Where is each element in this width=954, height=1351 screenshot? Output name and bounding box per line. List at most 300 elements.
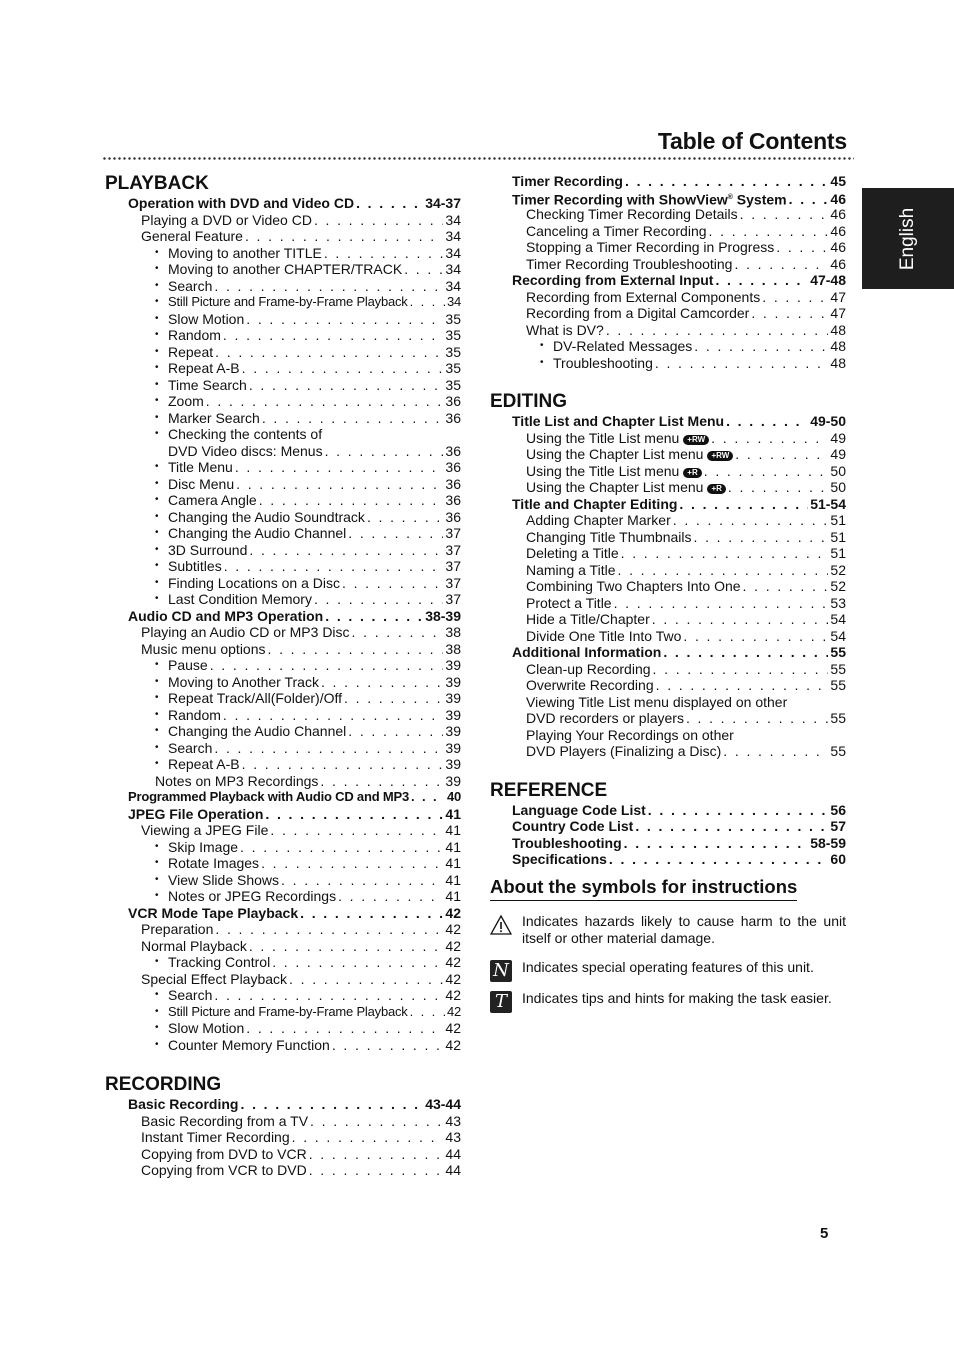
dot-leader	[249, 542, 443, 559]
entry-title-text: Basic Recording from a TV	[141, 1112, 309, 1129]
symbol-text-note: Indicates special operating features of this unit.	[522, 958, 814, 975]
entry-title-text: DV-Related Messages	[553, 338, 693, 354]
entry-page-number: 42	[445, 954, 461, 970]
entry-title	[141, 1129, 290, 1146]
entry-title	[128, 905, 298, 922]
entry-page-number: 55	[830, 710, 846, 726]
entry-title-text: Counter Memory Function	[168, 1036, 330, 1053]
entry-page-number: 39	[445, 739, 461, 756]
entry-page-number: 42	[446, 1003, 461, 1019]
dot-leader	[249, 938, 444, 955]
entry-title-text: Title Menu	[168, 459, 233, 475]
dot-leader	[709, 223, 829, 240]
playback-entry	[105, 426, 461, 443]
entry-title-text: Repeat A-B	[168, 360, 240, 376]
entry-title-text: Moving to another CHAPTER/TRACK	[168, 261, 403, 277]
playback-entry	[105, 740, 461, 757]
entry-title	[553, 355, 653, 372]
dot-leader	[635, 818, 828, 835]
reference-entry	[490, 835, 846, 852]
entry-title	[526, 479, 726, 496]
entry-page-number: 41	[445, 838, 461, 855]
entry-title	[141, 1162, 307, 1179]
entry-title	[168, 393, 204, 410]
dot-leader	[704, 463, 829, 480]
entry-page-number: 50	[830, 462, 846, 479]
entry-page-number: 38-39	[425, 607, 461, 624]
entry-title	[168, 756, 240, 773]
entry-title	[526, 463, 702, 480]
reference-entry	[490, 802, 846, 819]
entry-page-number: 39	[445, 673, 461, 690]
entry-title-text: DVD Video discs: Menus	[168, 442, 323, 459]
warning-triangle-icon	[490, 914, 512, 936]
dot-leader	[606, 322, 829, 339]
entry-title	[168, 410, 260, 427]
entry-title	[141, 938, 247, 955]
entry-page-number: 52	[830, 578, 846, 594]
entry-title	[168, 261, 402, 278]
symbol-text-tip: Indicates tips and hints for making the task easier.	[522, 989, 832, 1006]
dot-leader	[261, 855, 443, 872]
entry-title-text: Finding Locations on a Disc	[168, 574, 340, 591]
entry-page-number: 51	[830, 512, 846, 528]
entry-title	[526, 661, 651, 678]
section-heading-editing: EDITING	[490, 391, 568, 412]
dot-leader	[314, 591, 443, 608]
entry-title	[168, 855, 259, 872]
entry-page-number: 43	[445, 1112, 461, 1129]
entry-title-text: Repeat Track/All(Folder)/Off	[168, 690, 343, 706]
entry-page-number: 39	[445, 657, 461, 673]
entry-title	[526, 545, 619, 562]
dot-leader	[617, 562, 828, 579]
entry-title	[128, 1096, 238, 1113]
entry-title-text: DVD recorders or players	[526, 710, 684, 726]
entry-title-text: Audio CD and MP3 Operation	[128, 607, 324, 624]
playback-entry	[105, 872, 461, 889]
editing-entry	[490, 595, 846, 612]
playback-entry	[105, 393, 461, 410]
editing-entry	[490, 512, 846, 529]
entry-title-text: General Feature	[141, 228, 243, 244]
entry-page-number: 39	[445, 756, 461, 772]
entry-page-number: 39	[445, 690, 461, 706]
entry-page-number: 55	[830, 660, 846, 677]
dot-leader	[652, 611, 829, 628]
dot-leader	[728, 479, 829, 496]
entry-page-number: 55	[830, 743, 846, 759]
note-n-icon: N	[490, 960, 512, 982]
entry-title	[168, 1004, 408, 1021]
entry-page-number: 36	[445, 393, 461, 409]
playback-entry	[105, 360, 461, 377]
playback-entry	[105, 624, 461, 641]
entry-title	[168, 707, 221, 724]
entry-title-text: 3D Surround	[168, 541, 248, 558]
entry-page-number: 46	[830, 191, 846, 208]
entry-page-number: 36	[445, 442, 461, 459]
entry-title	[526, 446, 733, 463]
entry-title-text: Using the Title List menu	[526, 462, 680, 479]
entry-title-text: Viewing Title List menu displayed on other	[526, 693, 788, 710]
entry-page-number: 39	[445, 772, 461, 789]
entry-title-text: Preparation	[141, 921, 214, 937]
entry-title-text: Hide a Title/Chapter	[526, 611, 650, 627]
playback-entry	[105, 558, 461, 575]
editing-entry	[490, 430, 846, 447]
entry-title-text: Music menu options	[141, 640, 266, 657]
entry-title	[128, 608, 323, 625]
dot-leader	[735, 446, 828, 463]
dot-leader	[246, 1020, 443, 1037]
entry-page-number: 47-48	[810, 272, 846, 288]
dot-leader	[246, 311, 443, 328]
dot-leader	[715, 272, 808, 289]
entry-title	[168, 344, 213, 361]
recording-entry	[105, 1113, 461, 1130]
dot-leader	[367, 509, 443, 526]
dot-leader	[762, 289, 828, 306]
playback-entry	[105, 888, 461, 905]
entry-page-number: 43	[445, 1129, 461, 1145]
editing-entry	[490, 628, 846, 645]
entry-title	[526, 529, 692, 546]
entry-title-text: Search	[168, 987, 213, 1003]
dot-leader	[338, 888, 443, 905]
editing-entry	[490, 644, 846, 661]
editing-entry	[490, 463, 846, 480]
playback-entry	[105, 311, 461, 328]
dot-leader	[320, 773, 443, 790]
recording-entry	[105, 1146, 461, 1163]
recording-entry	[105, 1096, 461, 1113]
entry-title-text: Naming a Title	[526, 561, 616, 578]
dot-leader	[776, 239, 828, 256]
entry-title-text: Skip Image	[168, 838, 239, 855]
recording-entry	[105, 1162, 461, 1179]
entry-title	[553, 338, 692, 355]
editing-entry	[490, 446, 846, 463]
entry-page-number: 49-50	[810, 413, 846, 429]
entry-title	[168, 558, 222, 575]
dot-leader	[310, 1113, 443, 1130]
entry-title	[168, 987, 212, 1004]
playback-entry	[105, 492, 461, 509]
dot-leader	[249, 377, 444, 394]
entry-title	[128, 806, 263, 823]
entry-title-text: Copying from VCR to DVD	[141, 1162, 307, 1178]
entry-page-number: 60	[830, 851, 846, 867]
dot-leader	[309, 1162, 444, 1179]
dot-leader	[342, 575, 443, 592]
entry-page-number: 47	[830, 288, 846, 305]
playback-entry	[105, 1020, 461, 1037]
reference-entries	[490, 802, 846, 868]
dot-leader	[694, 338, 828, 355]
dot-leader	[686, 710, 828, 727]
entry-title	[168, 690, 342, 707]
symbol-row-tip	[490, 989, 846, 1012]
entry-title-text: Stopping a Timer Recording in Progress	[526, 239, 775, 255]
entry-title	[526, 305, 749, 322]
editing-entry	[490, 529, 846, 546]
entry-title	[141, 624, 350, 641]
dot-leader	[242, 360, 444, 377]
dot-leader	[324, 245, 444, 262]
entry-title-text: Notes or JPEG Recordings	[168, 888, 337, 904]
entry-page-number: 34	[445, 211, 461, 228]
dot-leader	[673, 512, 829, 529]
entry-title	[526, 595, 612, 612]
entry-page-number: 42	[445, 1020, 461, 1036]
timer-entry	[490, 338, 846, 355]
editing-entry	[490, 562, 846, 579]
playback-entry	[105, 789, 461, 806]
dot-leader	[325, 608, 423, 625]
entry-page-number: 39	[445, 723, 461, 739]
entry-page-number: 49	[830, 446, 846, 462]
entry-page-number: 35	[445, 310, 461, 327]
entry-title-text: Additional Information	[512, 644, 662, 660]
entry-title	[168, 327, 221, 344]
disc-type-badge: +RW	[683, 435, 709, 445]
playback-entry	[105, 723, 461, 740]
entry-title-text: Random	[168, 327, 221, 343]
entry-page-number: 39	[445, 706, 461, 723]
entry-page-number: 41	[445, 855, 461, 871]
entry-title	[168, 839, 238, 856]
playback-entries	[105, 195, 461, 1053]
playback-entry	[105, 773, 461, 790]
dot-leader	[206, 393, 444, 410]
entry-title-text: Timer Recording with ShowView	[512, 191, 728, 208]
playback-entry	[105, 1037, 461, 1054]
entry-page-number: 48	[830, 321, 846, 338]
entry-title-text: Repeat	[168, 343, 214, 360]
entry-title-text: Adding Chapter Marker	[526, 512, 671, 528]
dot-leader	[621, 545, 829, 562]
dot-leader	[344, 690, 443, 707]
dot-leader	[245, 228, 443, 245]
entry-title-text: Programmed Playback with Audio CD and MP3	[128, 789, 409, 804]
entry-title	[526, 694, 787, 711]
entry-page-number: 35	[445, 360, 461, 376]
editing-entry	[490, 727, 846, 744]
timer-entry	[490, 190, 846, 207]
timer-entry	[490, 256, 846, 273]
playback-entry	[105, 509, 461, 526]
editing-entries	[490, 413, 846, 760]
playback-entry	[105, 756, 461, 773]
dot-leader	[268, 641, 444, 658]
dot-leader	[624, 835, 809, 852]
dot-leader	[309, 1146, 444, 1163]
timer-entry	[490, 223, 846, 240]
dot-leader	[723, 743, 828, 760]
dot-leader	[214, 740, 443, 757]
entry-title	[168, 888, 336, 905]
entry-title-text: Zoom	[168, 393, 204, 409]
entry-title-text: Timer Recording Troubleshooting	[526, 255, 733, 272]
entry-title	[141, 212, 312, 229]
entry-title-text: Repeat A-B	[168, 756, 240, 772]
dot-leader	[614, 595, 829, 612]
entry-page-number: 52	[830, 561, 846, 578]
entry-page-number: 41	[445, 888, 461, 904]
entry-title-text: Troubleshooting	[553, 354, 653, 371]
entry-page-number: 34	[445, 277, 461, 294]
entry-page-number: 46	[830, 239, 846, 255]
entry-title	[512, 818, 633, 835]
playback-entry	[105, 410, 461, 427]
entry-title-text: Special Effect Playback	[141, 970, 288, 987]
entry-title-text: Pause	[168, 657, 208, 673]
playback-entry	[105, 261, 461, 278]
editing-entry	[490, 496, 846, 513]
editing-entry	[490, 694, 846, 711]
entry-title	[141, 971, 287, 988]
entry-title	[168, 459, 233, 476]
entry-title-text: Time Search	[168, 376, 247, 393]
timer-entry	[490, 305, 846, 322]
dot-leader	[356, 195, 423, 212]
entry-title	[168, 1037, 330, 1054]
editing-entry	[490, 611, 846, 628]
dot-leader	[348, 723, 443, 740]
entry-title-text: View Slide Shows	[168, 871, 280, 888]
entry-title	[526, 430, 709, 447]
entry-title-text: Subtitles	[168, 558, 222, 574]
entry-title	[168, 377, 247, 394]
entry-title-text: Protect a Title	[526, 594, 612, 611]
entry-title-text: DVD Players (Finalizing a Disc)	[526, 743, 722, 759]
dot-leader	[270, 822, 443, 839]
dot-leader	[215, 344, 443, 361]
dot-leader	[265, 806, 443, 823]
entry-title-text: Last Condition Memory	[168, 591, 312, 607]
entry-page-number: 42	[445, 937, 461, 954]
language-tab-label: English	[897, 207, 918, 270]
dot-leader	[740, 206, 829, 223]
entry-title	[526, 322, 604, 339]
entry-page-number: 44	[445, 1162, 461, 1178]
dot-leader	[332, 1037, 444, 1054]
entry-page-number: 36	[445, 475, 461, 492]
symbol-text-warning: Indicates hazards likely to cause harm to the unit itself or other material damage.	[522, 912, 846, 946]
dot-leader	[272, 954, 443, 971]
entry-title-text: Country Code List	[512, 818, 634, 834]
dot-leader	[734, 256, 828, 273]
timer-entry	[490, 206, 846, 223]
entry-title-text: Checking Timer Recording Details	[526, 206, 738, 222]
entry-title-text: Slow Motion	[168, 310, 245, 327]
timer-entry	[490, 355, 846, 372]
symbol-row-warning	[490, 913, 846, 947]
recording-entry	[105, 1129, 461, 1146]
entry-title-text: Recording from a Digital Camcorder	[526, 305, 750, 321]
entry-page-number: 40	[446, 789, 461, 804]
entry-title-text: Recording from External Components	[526, 288, 761, 305]
playback-entry	[105, 921, 461, 938]
entry-page-number: 56	[830, 801, 846, 818]
entry-title	[512, 644, 661, 661]
page-number: 5	[820, 1225, 829, 1242]
dot-leader	[679, 496, 808, 513]
entry-title-text: Clean-up Recording	[526, 660, 651, 677]
dot-leader	[223, 707, 444, 724]
section-heading-playback: PLAYBACK	[105, 173, 209, 194]
entry-title-text: Timer Recording	[512, 173, 623, 189]
entry-page-number: 49	[830, 429, 846, 446]
playback-entry	[105, 839, 461, 856]
editing-entry	[490, 479, 846, 496]
dot-leader	[236, 476, 443, 493]
entry-title-text: VCR Mode Tape Playback	[128, 904, 299, 921]
dot-leader	[410, 294, 445, 311]
playback-entry	[105, 575, 461, 592]
editing-entry	[490, 677, 846, 694]
playback-entry	[105, 294, 461, 311]
entry-title	[168, 1020, 244, 1037]
dot-leader	[656, 677, 829, 694]
playback-entry	[105, 195, 461, 212]
entry-title-text: Still Picture and Frame-by-Frame Playback	[168, 294, 408, 309]
entry-title-text: Checking the contents of	[168, 426, 323, 442]
entry-title-text: Recording from External Input	[512, 272, 714, 288]
entry-title	[512, 835, 622, 852]
playback-entry	[105, 608, 461, 625]
entry-title	[155, 773, 318, 790]
entry-page-number: 34	[445, 244, 461, 261]
entry-page-number: 44	[445, 1145, 461, 1162]
playback-entry	[105, 278, 461, 295]
entry-title-text: Moving to Another Track	[168, 673, 319, 690]
entry-page-number: 46	[830, 255, 846, 272]
entry-title	[168, 674, 319, 691]
entry-page-number: 42	[445, 970, 461, 987]
entry-title-text: Disc Menu	[168, 475, 235, 492]
playback-entry	[105, 641, 461, 658]
entry-title-suffix: System	[732, 191, 787, 208]
editing-entry	[490, 710, 846, 727]
entry-page-number: 58-59	[810, 834, 846, 851]
entry-page-number: 36	[445, 508, 461, 525]
entry-title-text: Using the Chapter List menu	[526, 479, 704, 495]
entry-page-number: 45	[830, 173, 846, 189]
playback-entry	[105, 245, 461, 262]
entry-title	[168, 740, 212, 757]
entry-title	[168, 476, 234, 493]
dot-leader	[694, 529, 829, 546]
entry-title	[526, 710, 684, 727]
dot-leader	[609, 851, 829, 868]
editing-entry	[490, 578, 846, 595]
editing-entry	[490, 661, 846, 678]
entry-page-number: 37	[445, 574, 461, 591]
entry-title-text: Operation with DVD and Video CD	[128, 195, 355, 211]
dot-leader	[655, 355, 829, 372]
dot-leader	[242, 756, 444, 773]
playback-entry	[105, 525, 461, 542]
dot-leader	[235, 459, 444, 476]
entry-title	[168, 575, 340, 592]
entry-title-text: Rotate Images	[168, 855, 260, 871]
entry-title-text: Still Picture and Frame-by-Frame Playback	[168, 1003, 408, 1019]
playback-entry	[105, 938, 461, 955]
entry-title-text: Copying from DVD to VCR	[141, 1145, 307, 1162]
entry-title-text: Title List and Chapter List Menu	[512, 413, 725, 429]
